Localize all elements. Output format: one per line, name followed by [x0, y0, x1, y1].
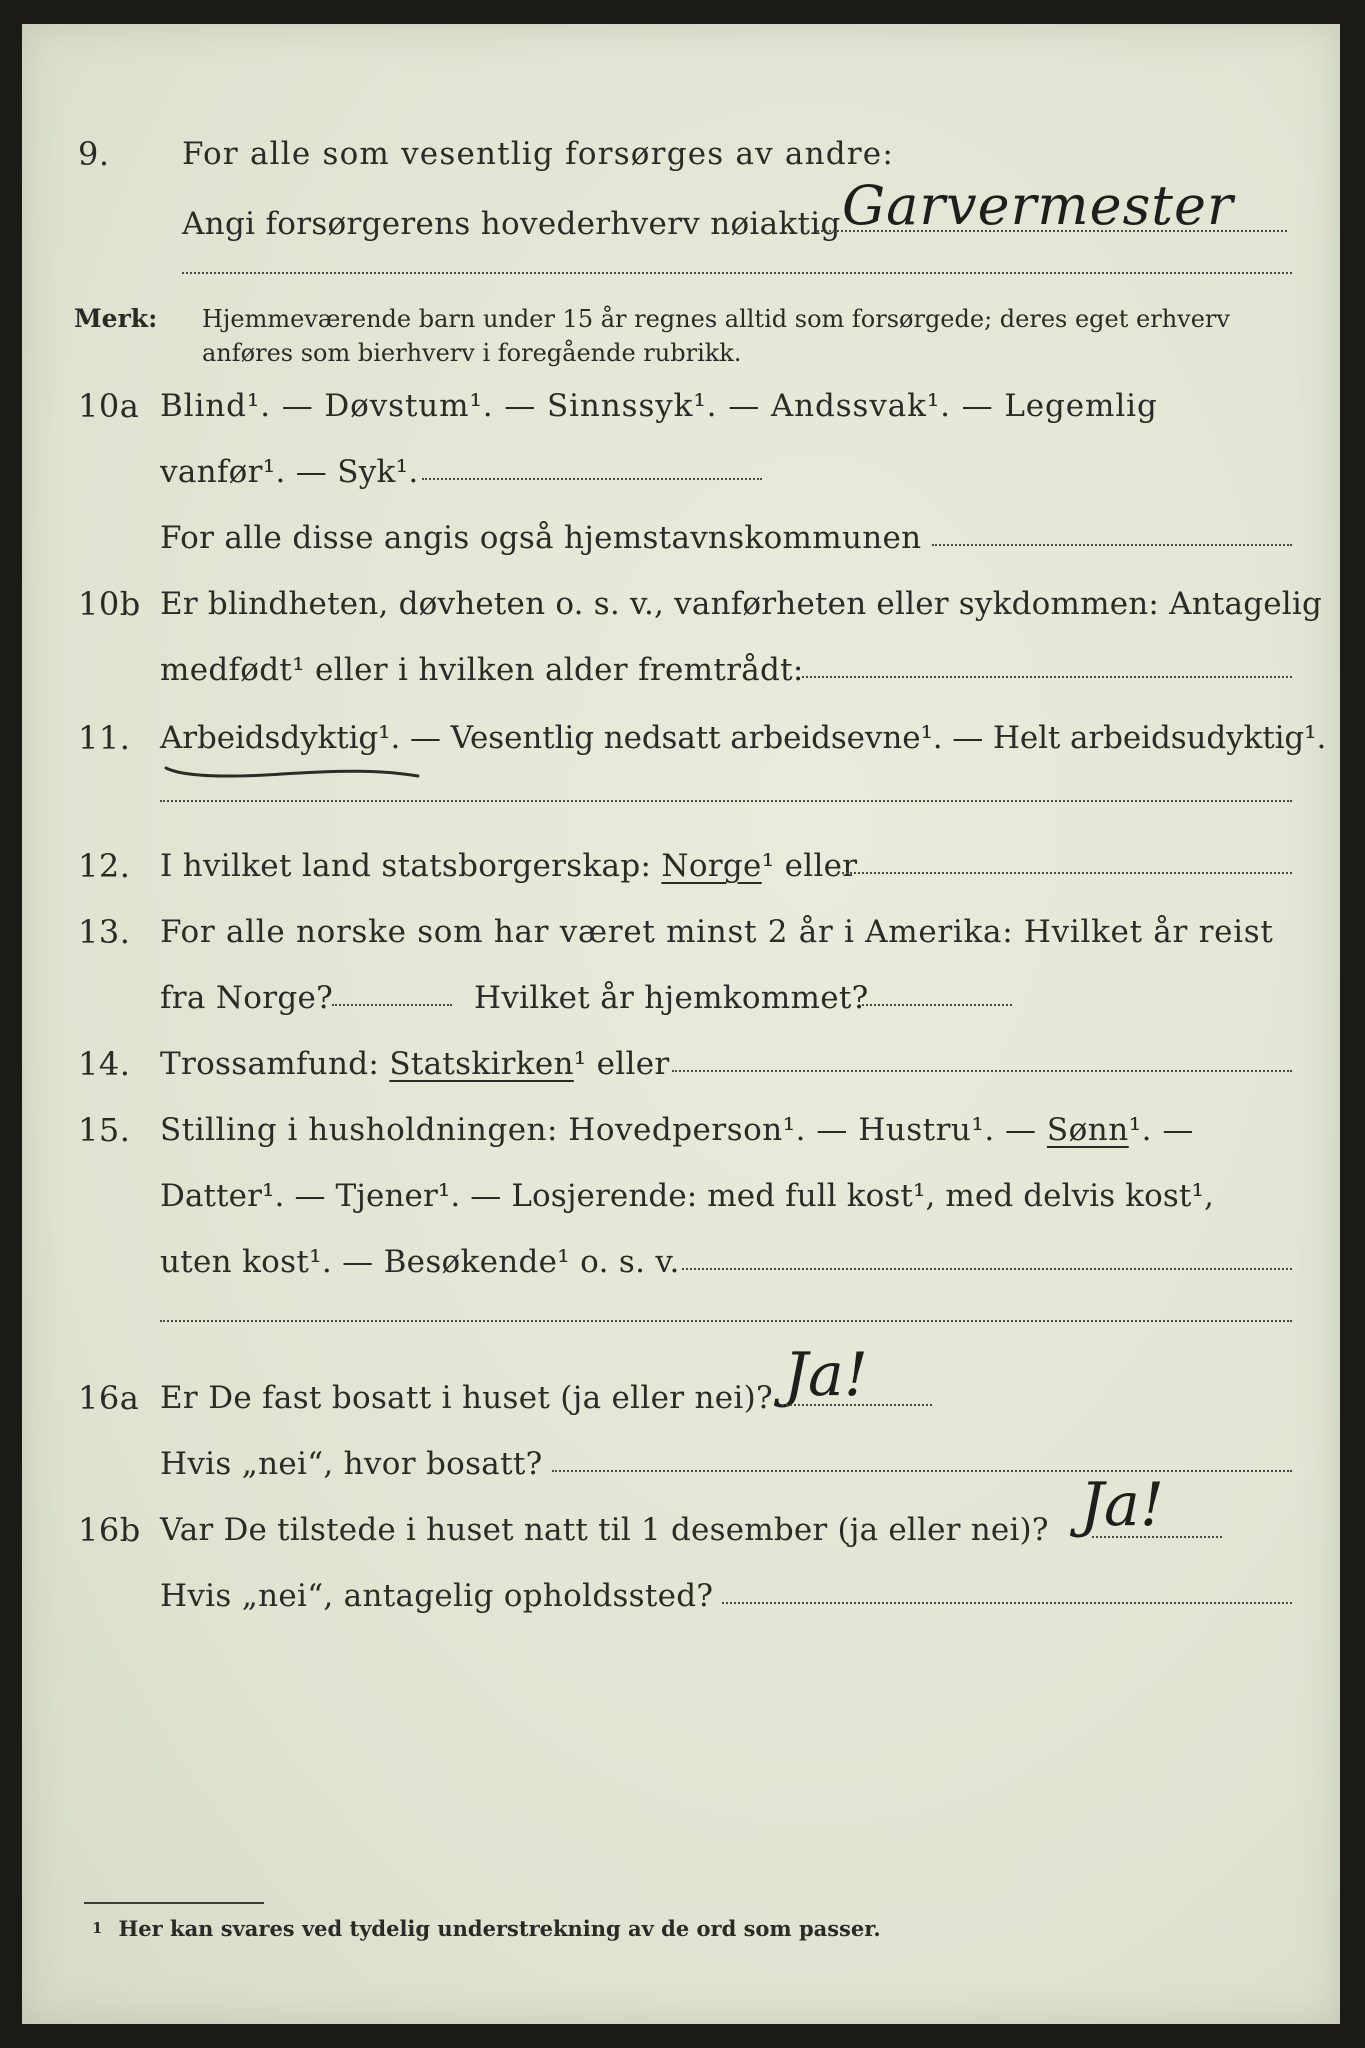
q14-line [160, 1040, 670, 1088]
q13-line1: For alle norske som har været minst 2 år i Amerika: Hvilket år reist [160, 914, 1274, 950]
q15-number: 15. [78, 1111, 131, 1149]
q12-line [160, 842, 857, 890]
q14-prefix: Trossamfund: [160, 1046, 380, 1082]
q13-line2a: fra Norge? [160, 980, 334, 1016]
q14-trossamfund-line [672, 1070, 1292, 1072]
q10a-line2: vanfør¹. — Syk¹. [160, 454, 419, 490]
q11-line1: Arbeidsdyktig¹. — Vesentlig nedsatt arbeidsevne¹. — Helt arbeidsudyktig¹. [160, 720, 1327, 756]
q11-number: 11. [78, 719, 131, 757]
q15-line1a: Stilling i husholdningen: Hovedperson¹. — Hustru¹. — [160, 1112, 1037, 1148]
q9-extra-line [182, 272, 1292, 274]
q15-extra-line [160, 1320, 1292, 1322]
q15-line1 [160, 1106, 1194, 1154]
q16b-number: 16b [78, 1511, 141, 1549]
q10a-number: 10a [78, 387, 140, 425]
q12-prefix: I hvilket land statsborgerskap: [160, 848, 652, 884]
q16b-handwritten-answer: Ja! [1080, 1470, 1164, 1540]
q9-line2: Angi forsørgerens hovederhverv nøiaktig [182, 206, 841, 242]
footnote-text: Her kan svares ved tydelig understrekning av de ord som passer. [118, 1916, 881, 1941]
q9-handwritten-answer: Garvermester [842, 174, 1234, 237]
q16a-number: 16a [78, 1379, 140, 1417]
q16b-line2: Hvis „nei“, antagelig opholdssted? [160, 1578, 714, 1614]
q10a-kommune-line [932, 544, 1292, 546]
q10b-alder-line [802, 676, 1292, 678]
q16a-answer-line [782, 1404, 932, 1406]
q15-sonn: Sønn [1046, 1112, 1129, 1148]
q13-number: 13. [78, 913, 131, 951]
q16a-bosatt-line [552, 1470, 1292, 1472]
q10b-line2: medfødt¹ eller i hvilken alder fremtrådt: [160, 652, 804, 688]
q13-hjem-line [862, 1004, 1012, 1006]
merk-line2: anføres som bierhverv i foregående rubrikk. [202, 339, 742, 367]
q12-suffix: ¹ eller [761, 848, 858, 884]
q16a-line2: Hvis „nei“, hvor bosatt? [160, 1446, 543, 1482]
merk-label: Merk: [74, 304, 158, 333]
q12-number: 12. [78, 847, 131, 885]
q11-extra-line [160, 800, 1292, 802]
q10a-line1: Blind¹. — Døvstum¹. — Sinnssyk¹. — Andssvak¹. — Legemlig [160, 388, 1158, 424]
q14-suffix: ¹ eller [573, 1046, 670, 1082]
q13-line2b: Hvilket år hjemkommet? [474, 980, 869, 1016]
q9-line1: For alle som vesentlig forsørges av andre: [182, 136, 894, 172]
q11-handwritten-underline [162, 758, 422, 782]
q13-reist-line [332, 1004, 452, 1006]
q10a-syk-line [422, 478, 762, 480]
q15-line2: Datter¹. — Tjener¹. — Losjerende: med full kost¹, med delvis kost¹, [160, 1178, 1214, 1214]
q12-norge: Norge [661, 848, 762, 884]
q15-besokende-line [682, 1268, 1292, 1270]
q14-number: 14. [78, 1045, 131, 1083]
q16b-opholdssted-line [722, 1602, 1292, 1604]
q15-line1b: ¹. — [1128, 1112, 1194, 1148]
q10a-line3: For alle disse angis også hjemstavnskommunen [160, 520, 922, 556]
q16b-line1: Var De tilstede i huset natt til 1 desember (ja eller nei)? [160, 1512, 1049, 1548]
q10b-line1: Er blindheten, døvheten o. s. v., vanførheten eller sykdommen: Antagelig [160, 586, 1323, 622]
q12-land-line [842, 872, 1292, 874]
census-form-sheet [22, 24, 1340, 2024]
q16b-answer-line [1092, 1536, 1222, 1538]
footnote-marker: 1 [92, 1919, 103, 1937]
q16a-line1: Er De fast bosatt i huset (ja eller nei)? [160, 1380, 773, 1416]
merk-line1: Hjemmeværende barn under 15 år regnes alltid som forsørgede; deres eget erhverv [202, 305, 1230, 333]
q15-line3: uten kost¹. — Besøkende¹ o. s. v. [160, 1244, 680, 1280]
footnote-rule [84, 1902, 264, 1904]
q10b-number: 10b [78, 585, 141, 623]
footnote [92, 1916, 881, 1941]
q9-number: 9. [78, 135, 110, 173]
q16a-handwritten-answer: Ja! [784, 1340, 868, 1410]
q14-statskirken: Statskirken [389, 1046, 574, 1082]
